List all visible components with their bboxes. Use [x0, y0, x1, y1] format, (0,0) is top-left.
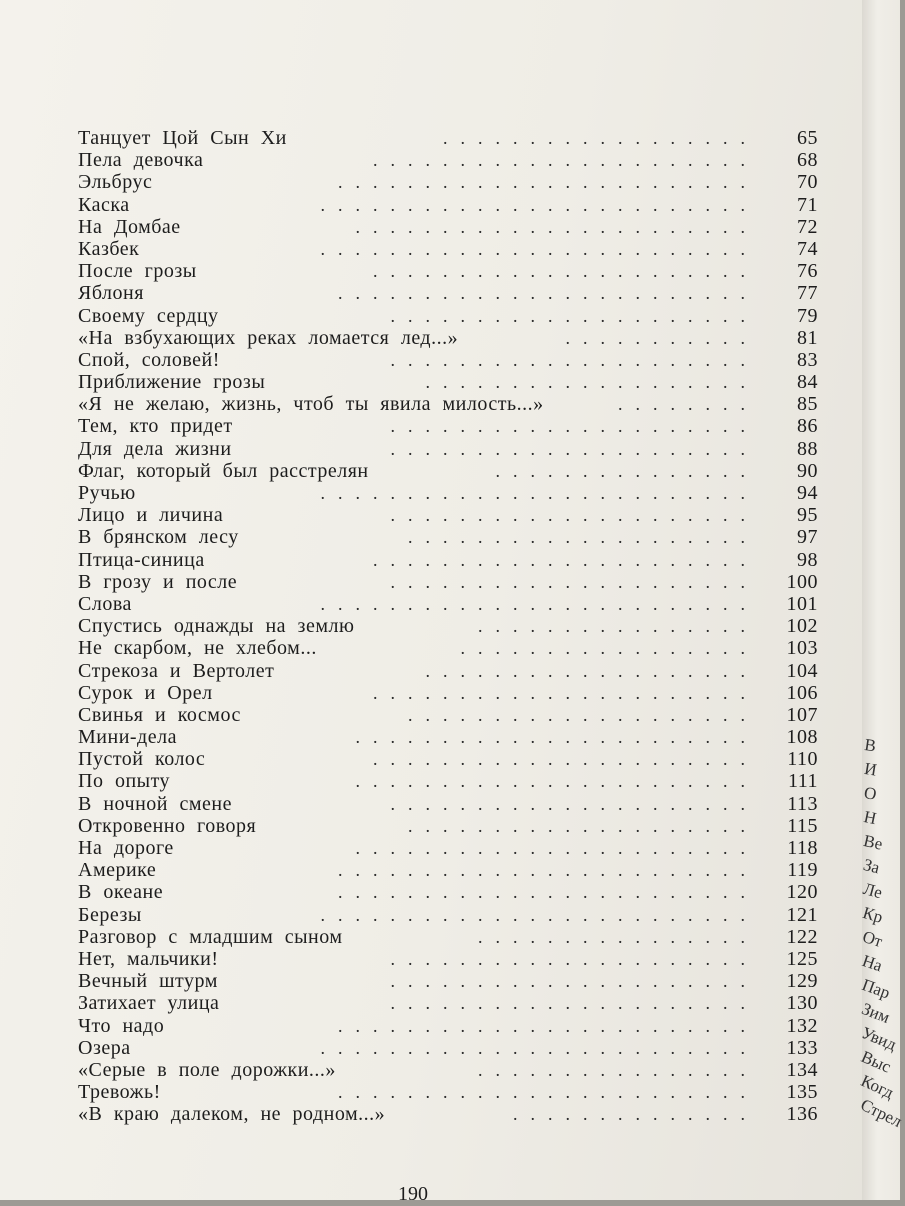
- toc-entry-page: 102: [786, 615, 818, 638]
- dot-leader: ......................: [373, 682, 758, 703]
- toc-entry-page: 76: [797, 260, 818, 283]
- toc-entry-title: Ручью: [78, 482, 136, 504]
- toc-entry-title: «Серые в поле дорожки...»: [78, 1058, 336, 1081]
- toc-entry-page: 74: [797, 237, 818, 260]
- toc-entry-title: Пустой колос: [78, 748, 206, 771]
- dot-leader: .....................: [390, 793, 758, 814]
- toc-entry-page: 70: [797, 171, 818, 194]
- toc-entry: [78, 260, 818, 282]
- dot-leader: ..................: [443, 128, 758, 148]
- toc-entry: [78, 682, 818, 704]
- toc-entry-page: 77: [797, 282, 818, 305]
- toc-entry-title: Для дела жизни: [78, 437, 232, 460]
- toc-entry-page: 81: [797, 326, 818, 349]
- toc-entry-page: 118: [787, 837, 818, 859]
- toc-entry-title: Танцует Цой Сын Хи: [78, 127, 287, 149]
- adjacent-page-fragment: Стрел: [857, 1095, 905, 1132]
- toc-entry: [78, 748, 818, 770]
- toc-entry-title: Затихает улица: [78, 992, 220, 1015]
- adjacent-page-fragment: Ве: [861, 831, 885, 854]
- toc-entry-title: Лицо и личина: [78, 504, 224, 527]
- dot-leader: ....................: [408, 527, 758, 548]
- toc-entry-title: Эльбрус: [78, 171, 153, 194]
- toc-entry-title: Флаг, который был расстрелян: [78, 459, 369, 482]
- adjacent-page-fragment: Ле: [861, 879, 885, 903]
- dot-leader: ...............: [495, 460, 758, 481]
- toc-entry-title: Мини-дела: [78, 726, 177, 749]
- toc-entry-title: По опыту: [78, 770, 171, 793]
- toc-entry: [78, 571, 818, 593]
- toc-entry-page: 95: [797, 504, 818, 527]
- adjacent-page-fragment: На: [859, 951, 885, 976]
- adjacent-page-fragment: В: [863, 735, 878, 756]
- toc-entry-title: «На взбухающих реках ломается лед...»: [78, 326, 459, 349]
- toc-entry-title: На Домбае: [78, 215, 181, 238]
- toc-entry: [78, 926, 818, 948]
- adjacent-page-fragment: Выс: [858, 1047, 894, 1077]
- adjacent-page-fragment: О: [862, 783, 879, 804]
- toc-entry-page: 85: [797, 393, 818, 416]
- toc-entry-title: В ночной смене: [78, 792, 232, 815]
- toc-entry-title: Стрекоза и Вертолет: [78, 659, 275, 682]
- toc-entry-title: В грозу и после: [78, 570, 238, 593]
- dot-leader: ........................: [338, 283, 758, 304]
- dot-leader: ......................: [373, 150, 758, 171]
- toc-entry-page: 79: [797, 304, 818, 327]
- toc-entry-page: 115: [787, 814, 818, 837]
- toc-entry-page: 101: [786, 592, 818, 615]
- dot-leader: ........................: [338, 172, 758, 193]
- adjacent-page-fragment: Н: [862, 807, 879, 829]
- dot-leader: .....................: [390, 971, 758, 992]
- toc-entry: [78, 149, 818, 171]
- dot-leader: ...........: [565, 327, 758, 348]
- toc-entry-title: Приближение грозы: [78, 371, 266, 394]
- adjacent-page-fragment: Когд: [858, 1071, 897, 1103]
- toc-entry: [78, 327, 818, 349]
- toc-entry-title: «В краю далеком, не родном...»: [78, 1103, 386, 1126]
- toc-entry-page: 119: [787, 859, 818, 882]
- toc-entry-page: 108: [786, 726, 818, 749]
- toc-entry-title: Казбек: [78, 237, 140, 260]
- toc-entry-title: Тем, кто придет: [78, 415, 233, 438]
- toc-entry: [78, 1059, 818, 1081]
- toc-entry: [78, 992, 818, 1014]
- toc-entry-page: 125: [786, 947, 818, 970]
- adjacent-page-fragment: Увид: [858, 1023, 900, 1055]
- toc-entry: [78, 238, 818, 260]
- toc-entry-page: 98: [797, 548, 818, 571]
- toc-entry: [78, 526, 818, 548]
- dot-leader: .......................: [355, 771, 758, 792]
- toc-entry-title: На дороге: [78, 837, 174, 859]
- dot-leader: .....................: [390, 416, 758, 437]
- toc-entry-title: Америке: [78, 859, 157, 882]
- dot-leader: .......................: [355, 216, 758, 237]
- dot-leader: .........................: [320, 194, 758, 215]
- toc-entry-page: 72: [797, 215, 818, 238]
- toc-entry-page: 104: [786, 659, 818, 682]
- toc-entry: [78, 504, 818, 526]
- table-of-contents: [78, 127, 818, 1125]
- toc-entry-title: Пела девочка: [78, 149, 204, 172]
- toc-entry-title: Нет, мальчики!: [78, 947, 219, 970]
- dot-leader: .........................: [320, 483, 758, 503]
- toc-entry-title: Что надо: [78, 1014, 165, 1037]
- toc-entry: [78, 637, 818, 659]
- dot-leader: ......................: [373, 549, 758, 570]
- toc-entry-title: Птица-синица: [78, 548, 205, 571]
- dot-leader: .........................: [320, 1037, 758, 1058]
- toc-entry: [78, 282, 818, 304]
- toc-entry-title: Вечный штурм: [78, 970, 218, 993]
- toc-entry: [78, 1037, 818, 1059]
- toc-entry-title: Откровенно говоря: [78, 814, 257, 837]
- toc-entry-page: 111: [787, 770, 818, 793]
- toc-entry-page: 90: [797, 459, 818, 482]
- toc-entry-page: 134: [786, 1058, 818, 1081]
- toc-entry: [78, 726, 818, 748]
- toc-entry: [78, 216, 818, 238]
- dot-leader: ....................: [408, 704, 758, 725]
- dot-leader: .......................: [355, 838, 758, 858]
- toc-entry: [78, 349, 818, 371]
- adjacent-page-fragment: За: [861, 855, 882, 878]
- toc-entry-page: 120: [786, 881, 818, 904]
- adjacent-page-fragment: Зим: [859, 999, 893, 1027]
- toc-entry-page: 86: [797, 415, 818, 438]
- dot-leader: ...................: [425, 660, 758, 681]
- toc-entry: [78, 393, 818, 415]
- dot-leader: .....................: [390, 571, 758, 592]
- toc-entry-page: 135: [786, 1081, 818, 1104]
- toc-entry-title: Березы: [78, 903, 142, 926]
- dot-leader: .........................: [320, 904, 758, 925]
- adjacent-page-edge: [857, 0, 905, 1200]
- adjacent-page-fragment: От: [860, 927, 885, 952]
- toc-entry-page: 132: [786, 1014, 818, 1037]
- dot-leader: ........................: [338, 1082, 758, 1103]
- toc-entry-page: 94: [797, 482, 818, 504]
- toc-entry-title: Не скарбом, не хлебом...: [78, 637, 317, 660]
- toc-entry: [78, 305, 818, 327]
- toc-entry: [78, 171, 818, 193]
- toc-entry-page: 83: [797, 348, 818, 371]
- toc-entry: [78, 859, 818, 881]
- toc-entry-title: Каска: [78, 193, 130, 216]
- toc-entry-page: 129: [786, 970, 818, 993]
- toc-entry: [78, 415, 818, 437]
- toc-entry-page: 68: [797, 149, 818, 172]
- toc-entry-title: «Я не желаю, жизнь, чтоб ты явила милость...»: [78, 393, 544, 416]
- toc-entry-title: В океане: [78, 881, 164, 904]
- dot-leader: ................: [478, 616, 758, 637]
- dot-leader: .....................: [390, 948, 758, 969]
- toc-entry: [78, 837, 818, 859]
- toc-entry-page: 121: [786, 903, 818, 926]
- toc-entry: [78, 1103, 818, 1125]
- adjacent-page-fragment: Пар: [859, 975, 893, 1003]
- toc-entry-page: 65: [797, 127, 818, 149]
- toc-entry-title: Спустись однажды на землю: [78, 615, 355, 638]
- dot-leader: .....................: [390, 993, 758, 1014]
- toc-entry: [78, 704, 818, 726]
- toc-entry-page: 107: [786, 703, 818, 726]
- dot-leader: .........................: [320, 238, 758, 259]
- toc-entry: [78, 660, 818, 682]
- toc-entry-title: Свинья и космос: [78, 703, 241, 726]
- toc-entry-page: 133: [786, 1036, 818, 1059]
- toc-entry: [78, 1081, 818, 1103]
- toc-entry-page: 71: [797, 193, 818, 216]
- toc-entry-title: Озера: [78, 1036, 131, 1059]
- toc-entry-page: 100: [786, 570, 818, 593]
- toc-entry-page: 113: [787, 792, 818, 815]
- toc-entry: [78, 549, 818, 571]
- dot-leader: ........................: [338, 882, 758, 903]
- toc-entry: [78, 371, 818, 393]
- toc-entry: [78, 970, 818, 992]
- toc-entry: [78, 1015, 818, 1037]
- toc-entry-page: 106: [786, 681, 818, 704]
- adjacent-page-fragment: Кр: [860, 903, 886, 927]
- toc-entry: [78, 793, 818, 815]
- toc-entry: [78, 482, 818, 504]
- toc-entry-title: Разговор с младшим сыном: [78, 925, 343, 948]
- toc-entry-page: 130: [786, 992, 818, 1015]
- toc-entry: [78, 904, 818, 926]
- toc-entry-page: 136: [786, 1103, 818, 1126]
- toc-entry-title: Спой, соловей!: [78, 348, 220, 371]
- dot-leader: ..............: [513, 1104, 758, 1125]
- dot-leader: .....................: [390, 349, 758, 370]
- dot-leader: ...................: [425, 372, 758, 393]
- toc-entry: [78, 770, 818, 792]
- dot-leader: .......................: [355, 727, 758, 748]
- toc-entry-title: Своему сердцу: [78, 304, 219, 327]
- toc-entry: [78, 881, 818, 903]
- dot-leader: ........................: [338, 860, 758, 881]
- toc-entry-title: Яблоня: [78, 282, 144, 305]
- toc-entry-page: 88: [797, 437, 818, 460]
- toc-entry: [78, 948, 818, 970]
- toc-entry: [78, 815, 818, 837]
- page-number: 190: [398, 1183, 428, 1205]
- dot-leader: ......................: [373, 749, 758, 770]
- adjacent-page-fragment: И: [862, 759, 879, 780]
- toc-entry-page: 103: [786, 637, 818, 660]
- dot-leader: .................: [460, 638, 758, 659]
- toc-entry-title: Тревожь!: [78, 1081, 161, 1104]
- toc-entry-title: Сурок и Орел: [78, 681, 213, 704]
- toc-entry: [78, 194, 818, 216]
- dot-leader: .........................: [320, 593, 758, 614]
- toc-entry: [78, 593, 818, 615]
- toc-entry-title: Слова: [78, 592, 132, 615]
- toc-entry: [78, 615, 818, 637]
- toc-entry-title: В брянском лесу: [78, 526, 239, 549]
- toc-entry-page: 84: [797, 371, 818, 394]
- dot-leader: .....................: [390, 305, 758, 326]
- toc-entry: [78, 438, 818, 460]
- dot-leader: ................: [478, 1059, 758, 1080]
- toc-entry: [78, 460, 818, 482]
- dot-leader: .....................: [390, 438, 758, 459]
- toc-entry: [78, 127, 818, 149]
- toc-entry-page: 110: [787, 748, 818, 771]
- toc-entry-page: 97: [797, 526, 818, 549]
- dot-leader: .....................: [390, 505, 758, 526]
- dot-leader: ................: [478, 926, 758, 947]
- dot-leader: ........................: [338, 1015, 758, 1036]
- toc-entry-page: 122: [786, 925, 818, 948]
- dot-leader: ........: [618, 394, 758, 415]
- dot-leader: ....................: [408, 815, 758, 836]
- toc-entry-title: После грозы: [78, 260, 197, 283]
- dot-leader: ......................: [373, 261, 758, 282]
